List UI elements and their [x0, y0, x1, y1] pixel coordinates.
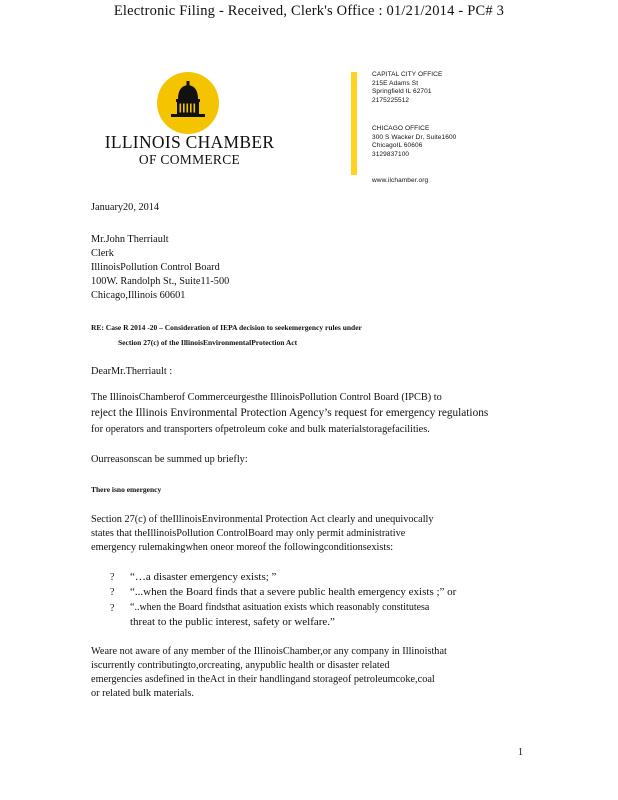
org-name-line1: ILLINOIS CHAMBER: [104, 132, 275, 152]
page-number: 1: [518, 747, 523, 758]
website-link[interactable]: www.ilchamber.org: [372, 177, 429, 184]
para1-line1: The IllinoisChamberof Commerceurgesthe IllinoisPollution Control Board (IPCB) to: [91, 392, 442, 403]
bullet-marker: ?: [110, 572, 115, 583]
para4-line2: iscurrently contributingto,orcreating, anypublic health or disaster related: [91, 660, 390, 671]
letterhead-bar: [351, 72, 357, 175]
para3-line3: emergency rulemakingwhen oneor moreof the followingconditionsexists:: [91, 542, 394, 553]
recipient-street: 100W. Randolph St., Suite11-500: [91, 276, 230, 287]
letter-date: January20, 2014: [91, 202, 160, 213]
para2: Ourreasonscan be summed up briefly:: [91, 454, 248, 465]
para3-line2: states that theIllinoisPollution ControlBoard may only permit administrative: [91, 528, 406, 539]
capital-office-block: CAPITAL CITY OFFICE 215E Adams St Springfield IL 62701 2175225512: [372, 71, 443, 104]
capitol-dome-icon: [157, 72, 219, 134]
filing-header: Electronic Filing - Received, Clerk's Office : 01/21/2014 - PC# 3: [113, 3, 505, 19]
para4-line1: Weare not aware of any member of the IllinoisChamber,or any company in Illinoisthat: [91, 646, 447, 657]
salutation: DearMr.Therriault :: [91, 366, 173, 377]
bullet-2-text: “...when the Board finds that a severe public health emergency exists ;” or: [130, 586, 457, 598]
recipient-org: IllinoisPollution Control Board: [91, 262, 220, 273]
section-subheading: There isno emergency: [91, 485, 162, 494]
bullet-marker: ?: [110, 603, 115, 614]
para4-line3: emergencies asdefined in theAct in their handlingand storageof petroleumcoke,coal: [91, 674, 435, 685]
recipient-city: Chicago,Illinois 60601: [91, 290, 186, 301]
bullet-3-text: “..when the Board findsthat asituation exists which reasonably constitutesa: [130, 602, 430, 613]
para1-line2: reject the Illinois Environmental Protection Agency’s request for emergency regulations: [91, 407, 489, 419]
bullet-1-text: “…a disaster emergency exists; ”: [130, 571, 277, 583]
bullet-marker: ?: [110, 587, 115, 598]
para1-line3: for operators and transporters ofpetroleum coke and bulk materialstoragefacilities.: [91, 424, 430, 435]
para3-line1: Section 27(c) of theIllinoisEnvironmental Protection Act clearly and unequivocally: [91, 514, 434, 525]
para4-line4: or related bulk materials.: [91, 688, 194, 699]
recipient-title: Clerk: [91, 248, 114, 259]
re-line-1: RE: Case R 2014 -20 – Consideration of IEPA decision to seekemergency rules under: [91, 323, 362, 332]
re-line-2: Section 27(c) of the IllinoisEnvironmentalProtection Act: [118, 338, 298, 347]
bullet-3-continuation: threat to the public interest, safety or welfare.”: [130, 616, 335, 628]
org-name-line2: OF COMMERCE: [138, 152, 241, 167]
recipient-name: Mr.John Therriault: [91, 234, 169, 245]
chicago-office-block: CHICAGO OFFICE 300 S Wacker Dr, Suite1600 ChicagoIL 60606 3129837100: [372, 125, 457, 158]
